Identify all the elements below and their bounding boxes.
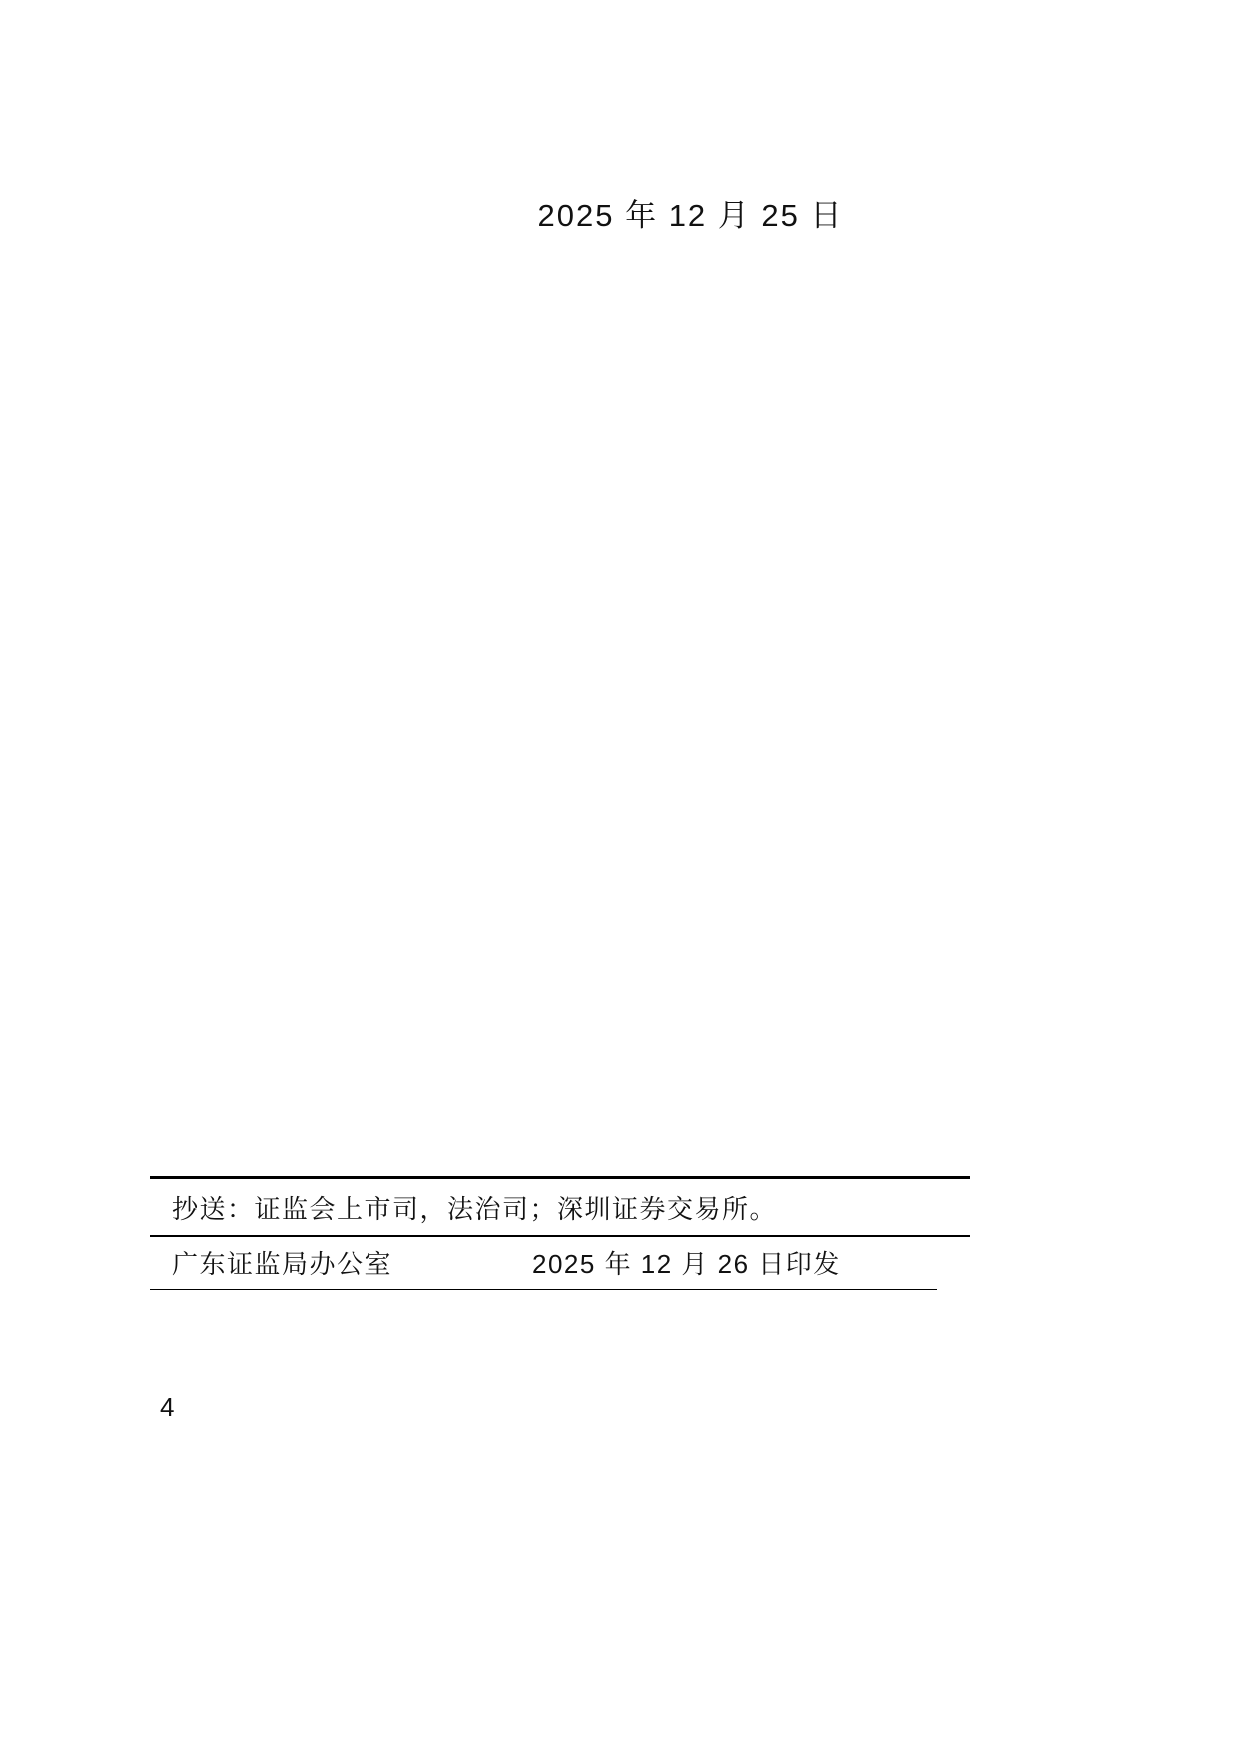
page-number: 4 xyxy=(160,1392,175,1422)
footer-issuing-office: 广东证监局办公室 xyxy=(172,1249,393,1280)
footer-issue-date: 2025 年 12 月 26 日印发 xyxy=(532,1249,841,1280)
footer-cc-text: 抄送：证监会上市司，法治司；深圳证券交易所。 xyxy=(172,1193,778,1224)
signature-date-line xyxy=(0,190,1241,235)
footer-issuer-row xyxy=(150,1237,970,1289)
footer-cc-row xyxy=(150,1179,970,1235)
footer-bottom-rule xyxy=(150,1289,937,1291)
signature-date: 2025 年 12 月 25 日 xyxy=(537,198,844,233)
document-footer xyxy=(150,1176,970,1290)
